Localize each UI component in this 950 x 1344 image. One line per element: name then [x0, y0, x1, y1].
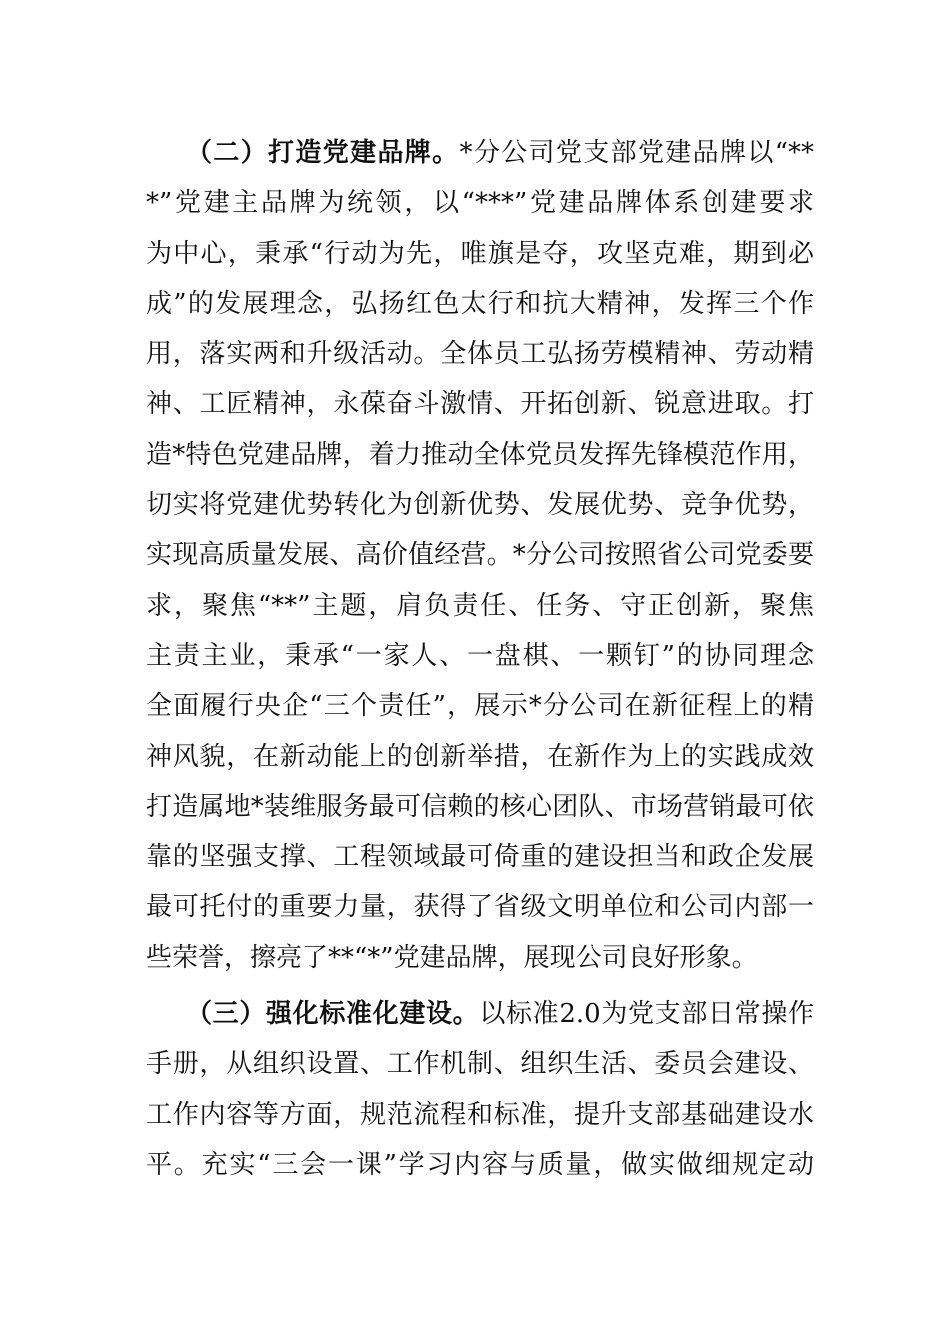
paragraph-line: 主责主业，秉承“一家人、一盘棋、一颗钉”的协同理念 — [146, 640, 814, 671]
paragraph-line: 造*特色党建品牌，着力推动全体党员发挥先锋模范作用， — [146, 439, 814, 470]
paragraph-line: 平。充实“三会一课”学习内容与质量，做实做细规定动 — [146, 1149, 814, 1180]
paragraph-line: 工作内容等方面，规范流程和标准，提升支部基础建设水 — [146, 1099, 814, 1130]
paragraph-line: 最可托付的重要力量，获得了省级文明单位和公司内部一 — [146, 892, 814, 923]
paragraph-line: 靠的坚强支撑、工程领域最可倚重的建设担当和政企发展 — [146, 842, 814, 873]
paragraph-line: 用，落实两和升级活动。全体员工弘扬劳模精神、劳动精 — [146, 339, 814, 370]
paragraph-line: （二）打造党建品牌。*分公司党支部党建品牌以“** — [186, 138, 814, 168]
paragraph-line: 打造属地*装维服务最可信赖的核心团队、市场营销最可依 — [146, 791, 814, 822]
section-heading: （二）打造党建品牌。 — [186, 138, 460, 168]
body-text — [146, 128, 814, 1190]
paragraph-line: 手册，从组织设置、工作机制、组织生活、委员会建设、 — [146, 1049, 814, 1080]
paragraph-line: 求，聚焦“**”主题，肩负责任、任务、守正创新，聚焦 — [146, 590, 814, 621]
paragraph-line: （三）强化标准化建设。以标准2.0为党支部日常操作 — [186, 999, 814, 1030]
paragraph-line: 全面履行央企“三个责任”，展示*分公司在新征程上的精 — [146, 691, 814, 722]
paragraph-line: 些荣誉，擦亮了**“*”党建品牌，展现公司良好形象。 — [146, 942, 758, 973]
paragraph-line: *”党建主品牌为统领，以“***”党建品牌体系创建要求 — [146, 188, 814, 219]
section-heading: （三）强化标准化建设。 — [186, 999, 480, 1030]
paragraph-line: 实现高质量发展、高价值经营。*分公司按照省公司党委要 — [146, 540, 814, 571]
paragraph-line: 成”的发展理念，弘扬红色太行和抗大精神，发挥三个作 — [146, 288, 814, 319]
paragraph-line: 神风貌，在新动能上的创新举措，在新作为上的实践成效 — [146, 741, 814, 772]
paragraph-line: 神、工匠精神，永葆奋斗激情、开拓创新、锐意进取。打 — [146, 389, 814, 420]
paragraph-line: 为中心，秉承“行动为先，唯旗是夺，攻坚克难，期到必 — [146, 238, 814, 269]
paragraph-line: 切实将党建优势转化为创新优势、发展优势、竞争优势， — [146, 490, 814, 521]
